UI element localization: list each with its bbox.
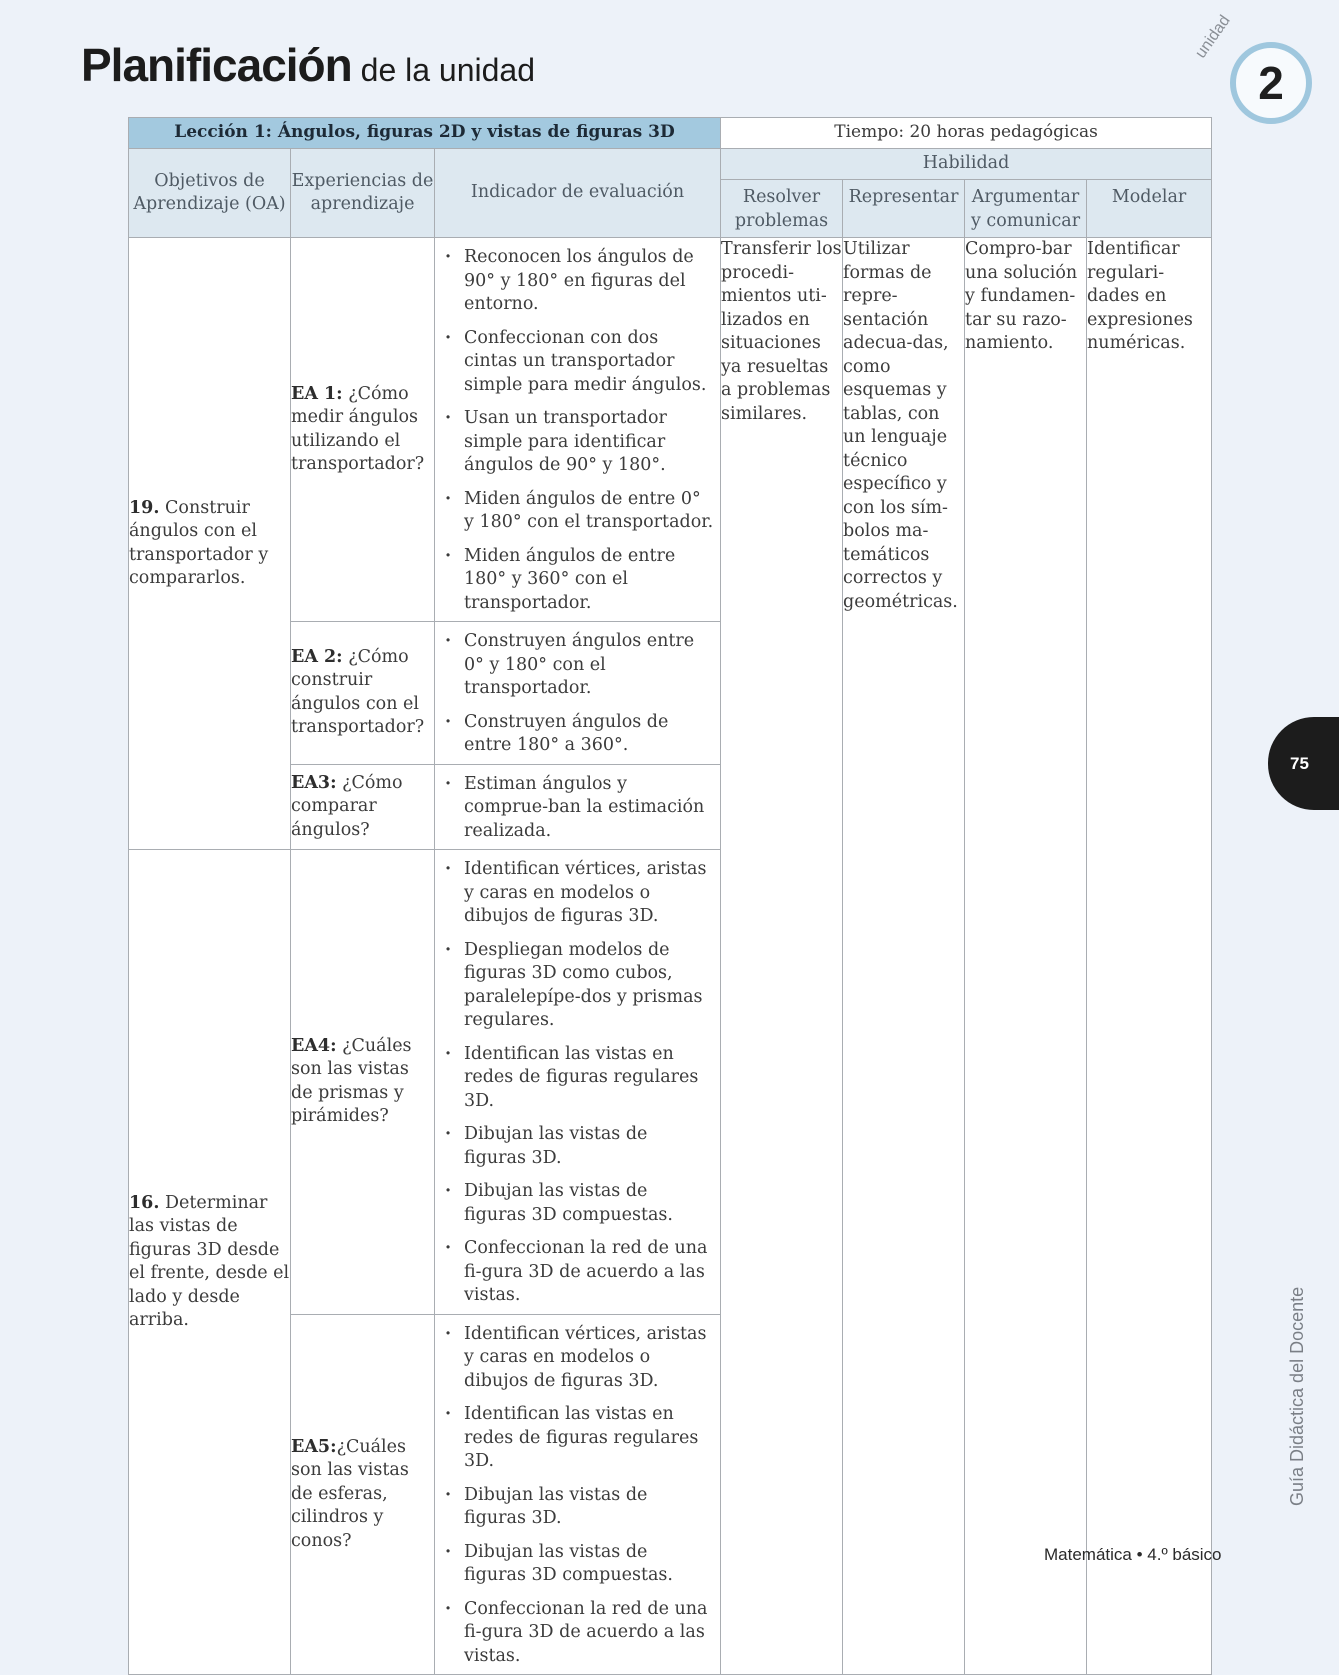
indicator-item: · Usan un transportador simple para identificar ángulos de 90° y 180°. [445,407,714,478]
lesson-title: Lección 1: Ángulos, figuras 2D y vistas de figuras 3D [129,118,721,149]
ea-5-question: ¿Cuáles son las vistas de esferas, cilindros y conos? [291,1436,409,1551]
indicator-item: · Construyen ángulos entre 0° y 180° con el transportador. [445,630,714,701]
ea-3-code: EA3: [291,772,337,793]
indicators-ea-3 [435,764,721,850]
oa-19-number: 19. [129,497,160,518]
unit-label: unidad [1192,12,1234,62]
header-habilidad: Habilidad [721,149,1212,180]
indicator-item: · Confeccionan con dos cintas un transportador simple para medir ángulos. [445,327,714,398]
title-main: Planificación [81,39,352,91]
title-sub: de la unidad [360,52,536,88]
ea-4-question: ¿Cuáles son las vistas de prismas y pirámides? [291,1035,412,1127]
indicator-item: · Confeccionan la red de una fi-gura 3D de acuerdo a las vistas. [445,1598,714,1669]
oa-16-number: 16. [129,1192,160,1213]
side-guide-label: Guía Didáctica del Docente [1287,1286,1307,1506]
indicators-ea-1 [435,238,721,622]
ea-2 [291,622,435,765]
ea-3-question: ¿Cómo comparar ángulos? [291,772,403,840]
indicator-item: · Identifican vértices, aristas y caras en modelos o dibujos de figuras 3D. [445,858,714,929]
skill-modelar-text: Identificar regulari-dades en expresiones numéricas. [1087,238,1212,1675]
indicator-item: · Dibujan las vistas de figuras 3D. [445,1123,714,1170]
lesson-time: Tiempo: 20 horas pedagógicas [721,118,1212,149]
indicator-item: · Reconocen los ángulos de 90° y 180° en figuras del entorno. [445,246,714,317]
oa-19 [129,238,291,850]
header-ea: Experiencias de aprendizaje [291,149,435,238]
oa-19-text: Construir ángulos con el transportador y compararlos. [129,497,269,588]
ea-5 [291,1314,435,1675]
ea-1 [291,238,435,622]
indicator-item: · Miden ángulos de entre 180° y 360° con el transportador. [445,545,714,616]
indicator-item: · Construyen ángulos de entre 180° a 360°. [445,711,714,758]
page-title [81,38,535,92]
header-oa: Objetivos de Aprendizaje (OA) [129,149,291,238]
ea-3 [291,764,435,850]
page-number-tab [1268,717,1339,810]
ea-4-code: EA4: [291,1035,337,1056]
header-skill-representar: Representar [843,180,965,238]
indicator-item: · Despliegan modelos de figuras 3D como cubos, paralelepípe-dos y prismas regulares. [445,939,714,1033]
indicator-item: · Dibujan las vistas de figuras 3D compuestas. [445,1541,714,1588]
ea-5-code: EA5: [291,1436,337,1457]
header-skill-modelar: Modelar [1087,180,1212,238]
skill-resolver-text: Transferir los procedi-mientos uti-lizados en situaciones ya resueltas a problemas similares. [721,238,843,1675]
ea-1-question: ¿Cómo medir ángulos utilizando el transportador? [291,383,425,474]
indicators-ea-2 [435,622,721,765]
indicator-item: · Confeccionan la red de una fi-gura 3D de acuerdo a las vistas. [445,1237,714,1308]
header-skill-resolver: Resolver problemas [721,180,843,238]
oa-16-text: Determinar las vistas de figuras 3D desde el frente, desde el lado y desde arriba. [129,1192,290,1330]
header-skill-argumentar: Argumentar y comunicar [965,180,1087,238]
indicator-item: · Identifican las vistas en redes de figuras regulares 3D. [445,1043,714,1114]
footer-subject: Matemática • 4.º básico [1044,1545,1222,1564]
indicator-item: · Identifican las vistas en redes de figuras regulares 3D. [445,1403,714,1474]
header-indicator: Indicador de evaluación [435,149,721,238]
indicators-ea-4 [435,850,721,1315]
indicator-item: · Estiman ángulos y comprue-ban la estimación realizada. [445,773,714,844]
skill-representar-text: Utilizar formas de repre-sentación adecua-das, como esquemas y tablas, con un lenguaje técnico específico y con los sím-bolos ma-temáticos correctos y geométricas. [843,238,965,1675]
ea-2-code: EA 2: [291,646,343,667]
indicator-item: · Dibujan las vistas de figuras 3D compuestas. [445,1180,714,1227]
unit-number-badge: 2 [1230,42,1312,124]
ea-2-question: ¿Cómo construir ángulos con el transportador? [291,646,425,738]
indicator-item: · Identifican vértices, aristas y caras en modelos o dibujos de figuras 3D. [445,1323,714,1394]
indicator-item: · Dibujan las vistas de figuras 3D. [445,1484,714,1531]
indicators-ea-5 [435,1314,721,1675]
oa-16 [129,850,291,1675]
skill-argumentar-text: Compro-bar una solución y fundamen-tar su razo-namiento. [965,238,1087,1675]
planning-table [128,117,1212,1675]
ea-4 [291,850,435,1315]
page-number: 75 [1290,753,1309,773]
ea-1-code: EA 1: [291,383,343,404]
indicator-item: · Miden ángulos de entre 0° y 180° con el transportador. [445,488,714,535]
